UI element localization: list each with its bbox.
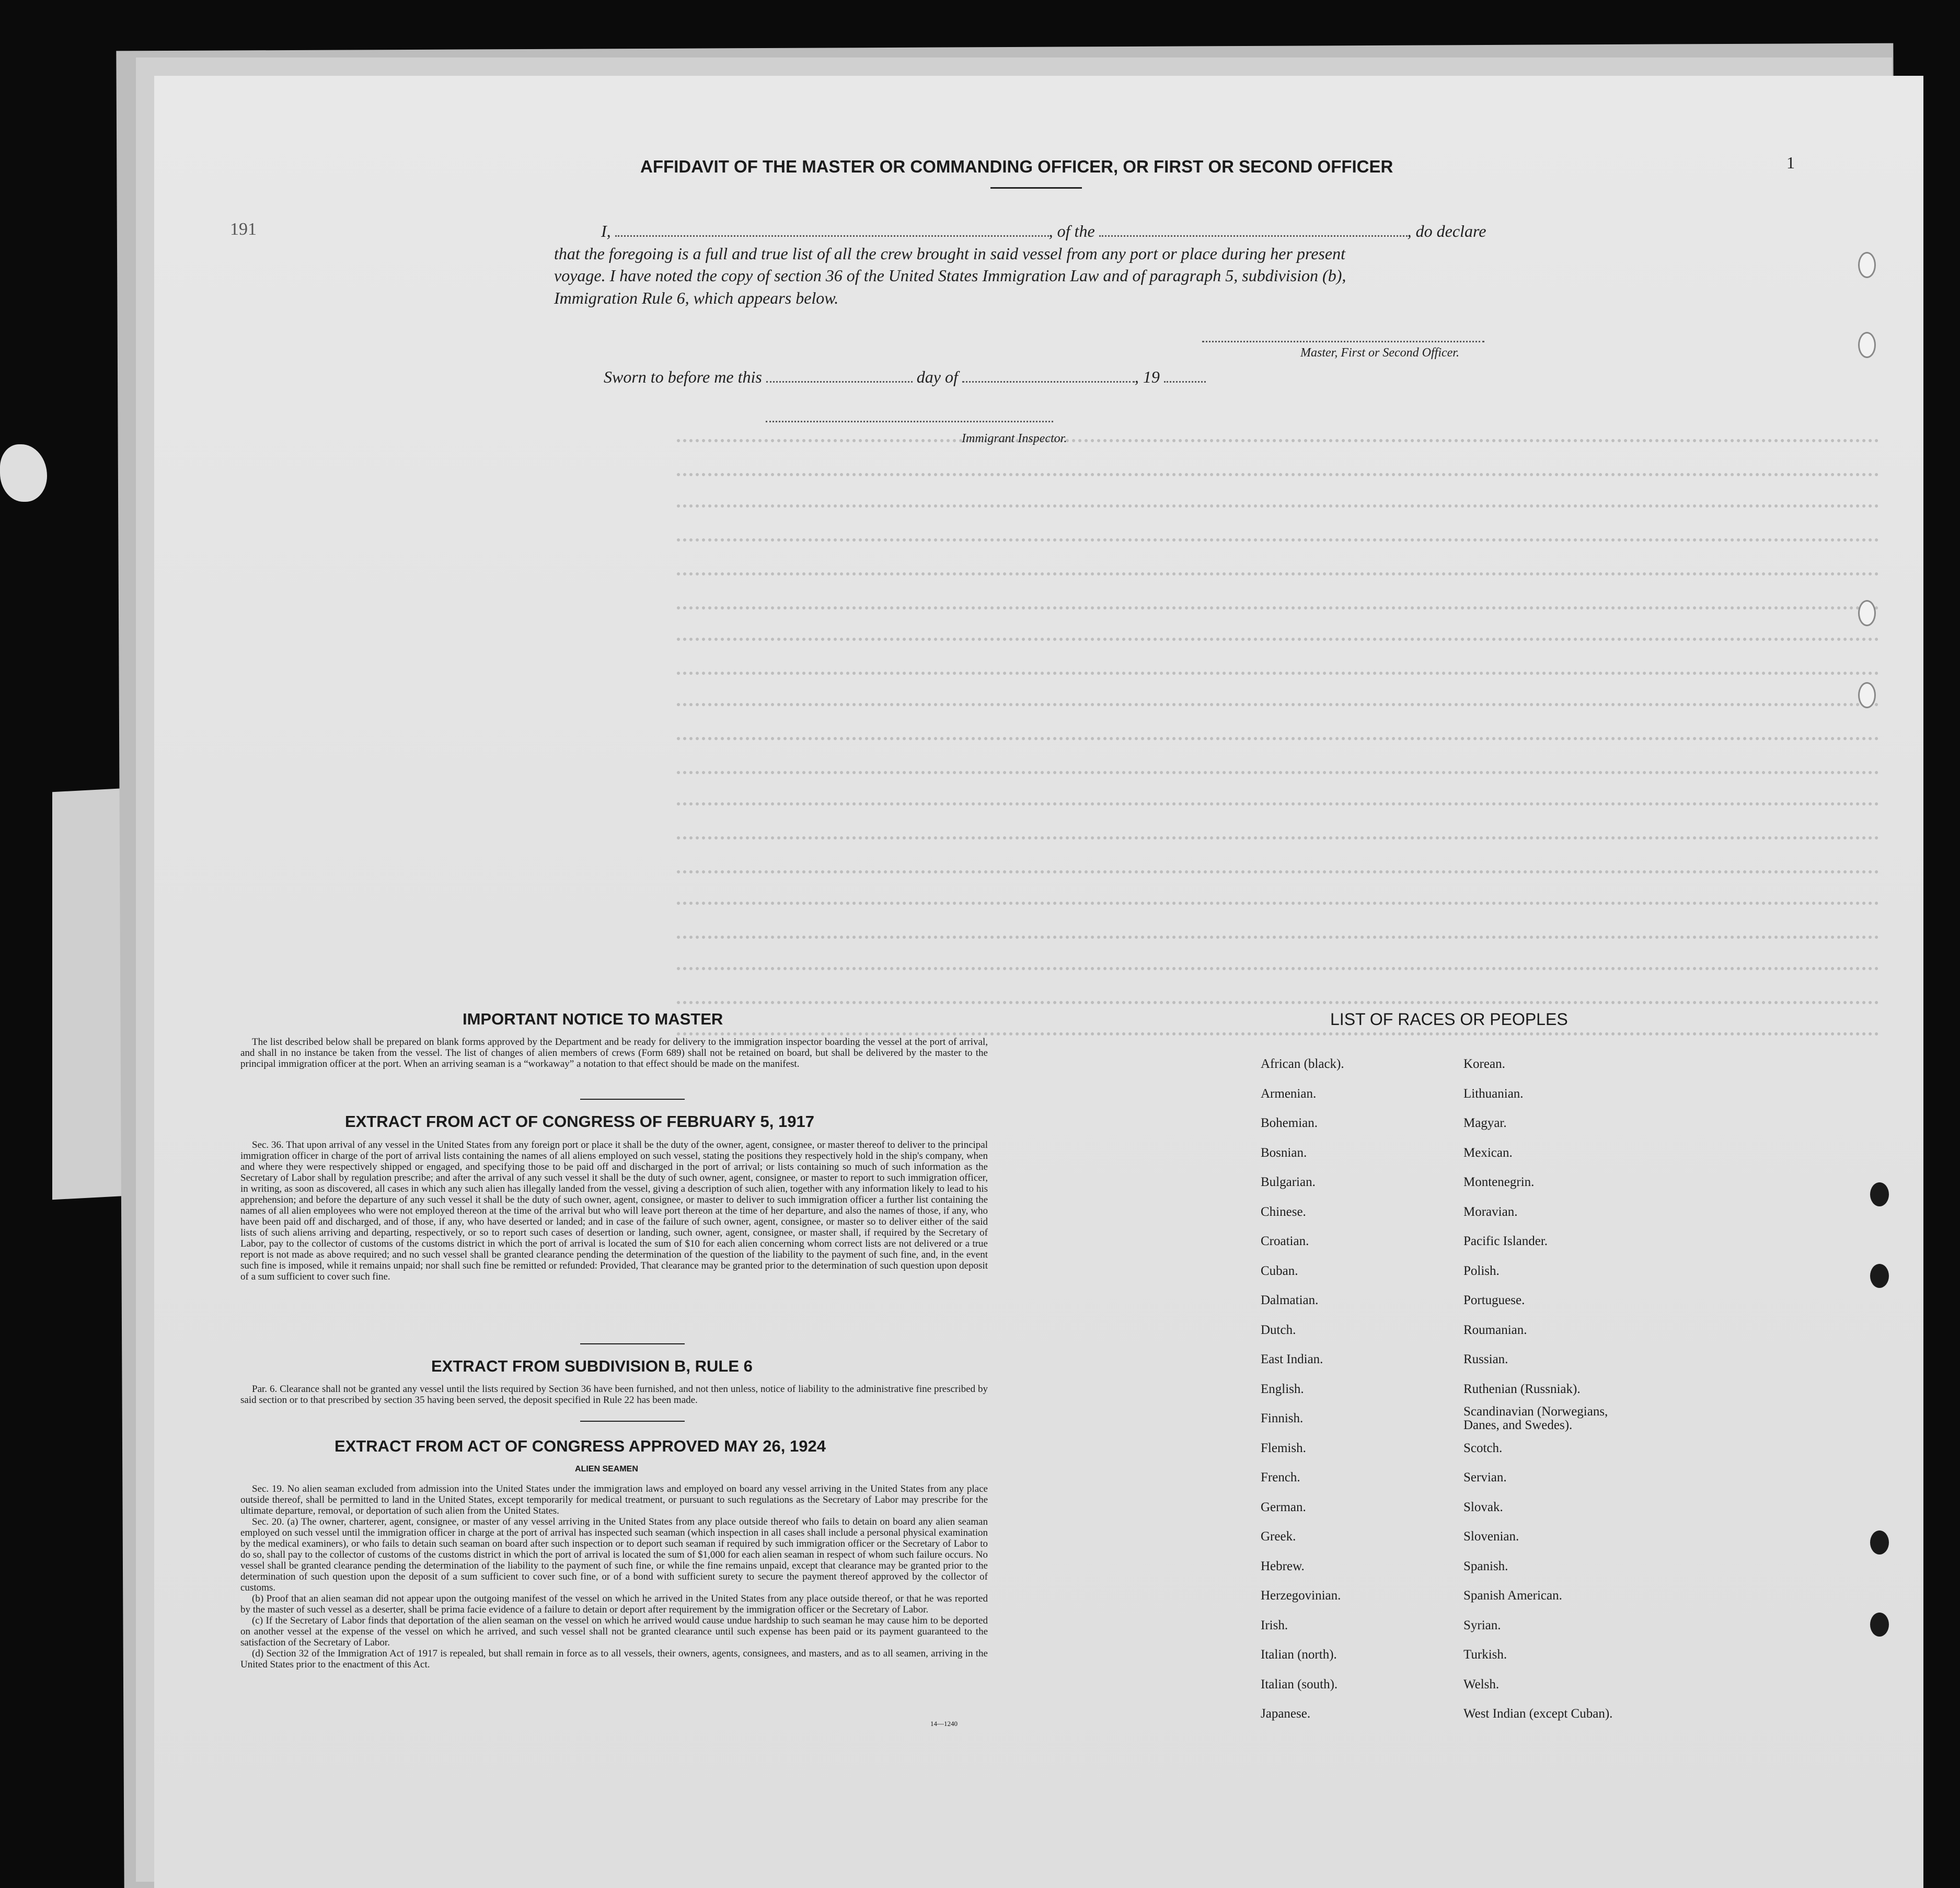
affidavit-title: AFFIDAVIT OF THE MASTER OR COMMANDING OFFICER, OR FIRST OR SECOND OFFICER	[640, 157, 1393, 176]
race-item: Herzegovinian.	[1261, 1588, 1341, 1603]
race-item: Bosnian.	[1261, 1146, 1307, 1160]
race-item: East Indian.	[1261, 1352, 1323, 1366]
race-item: Ruthenian (Russniak).	[1463, 1382, 1581, 1396]
race-item: Flemish.	[1261, 1441, 1306, 1455]
race-item: Montenegrin.	[1463, 1175, 1535, 1189]
page-number: 1	[1786, 153, 1795, 172]
race-item: Italian (north).	[1261, 1648, 1337, 1662]
sec20a-paragraph: Sec. 20. (a) The owner, charterer, agent, consignee, or master of any vessel arriving in the United States from any place outside thereof who fails to detain on board any alien seaman employed on such vessel until the immigration officer in charge at the port of arrival has inspected such seaman (which inspection in all cases shall include a personal physical examination by the medical examiners), or who fails to detain such seaman on board after such inspection or to deport such seaman if required by such immigration officer or the Secretary of Labor to do so, shall pay to the collector of customs of the customs district in which the port of arrival is located the sum of $1,000 for each alien seaman in respect of whom such failure occurs. No vessel shall be granted clearance pending the determination of the liability to the payment of such fine, or while the fine remains unpaid, except that clearance may be granted prior to the determination of such question upon the deposit of a sum sufficient to cover such fine, or of a bond with sufficient surety to secure the payment thereof approved by the collector of customs.	[240, 1516, 988, 1593]
race-item: Dutch.	[1261, 1323, 1296, 1337]
race-item: Hebrew.	[1261, 1559, 1305, 1573]
binder-hole	[1870, 1613, 1889, 1637]
inspector-signature-blank[interactable]	[766, 421, 1053, 422]
sec20b-paragraph: (b) Proof that an alien seaman did not appear upon the outgoing manifest of the vessel on which he arrived in the United States from any place outside thereof, or that he was reported by the master of such vessel as a deserter, shall be prima facie evidence of a failure to detain or deport after requirement by the immigration officer or the Secretary of Labor.	[240, 1593, 988, 1615]
month-blank[interactable]	[962, 377, 1135, 383]
race-item: Portuguese.	[1463, 1293, 1525, 1307]
race-item: African (black).	[1261, 1057, 1344, 1071]
year-prefix: , 19	[1134, 367, 1160, 386]
notice-rule	[580, 1099, 685, 1100]
race-item: Mexican.	[1463, 1146, 1513, 1160]
race-item: West Indian (except Cuban).	[1463, 1707, 1613, 1721]
race-item: Slovenian.	[1463, 1529, 1519, 1544]
binder-hole	[1870, 1530, 1889, 1555]
race-item: Irish.	[1261, 1618, 1288, 1632]
race-item: Bohemian.	[1261, 1116, 1318, 1130]
race-item: Bulgarian.	[1261, 1175, 1316, 1189]
notice-title: IMPORTANT NOTICE TO MASTER	[463, 1010, 723, 1028]
day-blank[interactable]	[766, 377, 913, 383]
i-label: I,	[601, 222, 611, 240]
races-title: LIST OF RACES OR PEOPLES	[1330, 1010, 1568, 1029]
race-item: Finnish.	[1261, 1411, 1304, 1425]
race-item: Turkish.	[1463, 1648, 1507, 1662]
binder-hole	[1858, 252, 1876, 278]
master-signature-blank[interactable]	[1202, 341, 1484, 342]
name-blank[interactable]	[615, 231, 1049, 237]
sec19-paragraph: Sec. 19. No alien seaman excluded from admission into the United States under the immigration laws and employed on board any vessel arriving in the United States from any place outside thereof, shall be permitted to land in the United States, except temporarily for medical treatment, or pursuant to such regulations as the Secretary of Labor may prescribe for the ultimate departure, removal, or deportation of such alien from the United States.	[240, 1483, 988, 1516]
day-of-label: day of	[916, 367, 958, 386]
declaration-line	[601, 222, 1486, 241]
race-item: French.	[1261, 1470, 1300, 1484]
race-item: Korean.	[1463, 1057, 1505, 1071]
title-rule	[990, 187, 1082, 189]
race-item: Servian.	[1463, 1470, 1507, 1484]
extract-1924-text	[240, 1483, 988, 1670]
sworn-line	[604, 367, 1206, 387]
extract-1924-title: EXTRACT FROM ACT OF CONGRESS APPROVED MAY 26, 1924	[335, 1437, 826, 1455]
race-item: Italian (south).	[1261, 1677, 1338, 1691]
binder-hole	[1870, 1182, 1889, 1206]
race-item: Slovak.	[1463, 1500, 1503, 1514]
binder-hole	[1870, 1264, 1889, 1288]
vessel-blank[interactable]	[1099, 231, 1408, 237]
sworn-label: Sworn to before me this	[604, 367, 762, 386]
form-number: 14—1240	[930, 1720, 958, 1728]
extract-1917-text: Sec. 36. That upon arrival of any vessel in the United States from any foreign port or place it shall be the duty of the owner, agent, consignee, or master thereof to deliver to the principal immigration officer in charge of the port of arrival lists containing the names of all aliens employed on such vessel, stating the positions they respectively hold in the ship's company, when and where they were respectively shipped or engaged, and specifying those to be paid off and discharged in the port of arrival; or lists containing so much of such information as the Secretary of Labor shall by regulation prescribe; and after the arrival of any such vessel it shall be the duty of such owner, agent, consignee, or master to report to such immigration officer, in writing, as soon as discovered, all cases in which any such alien has illegally landed from the vessel, giving a description of such alien, together with any information likely to lead to his apprehension; and before the departure of any such vessel it shall be the duty of such owner, agent, consignee, or master to deliver to such immigration officer a further list containing the names of all alien employees who were not employed thereon at the time of the arrival but who will leave port thereon at the time of her departure, and also the names of those, if any, who have been paid off and discharged, and of those, if any, who have deserted or landed; and in case of the failure of such owner, agent, consignee, or master so to deliver either of the said lists of such aliens arriving and departing, respectively, or so to report such cases of desertion or landing, such owner, agent, consignee, or master shall, if required by the Secretary of Labor, pay to the collector of customs of the customs district in which the port of arrival is located the sum of $10 for each alien concerning whom correct lists are not delivered or a true report is not made as above required; and no such vessel shall be granted clearance pending the determination of the question of the liability to the payment of such fine, and, in the event such fine is imposed, while it remains unpaid; nor shall such fine be remitted or refunded: Provided, That clearance may be granted prior to the determination of such question upon deposit of a sum sufficient to cover such fine.	[240, 1139, 988, 1282]
race-item: Armenian.	[1261, 1087, 1317, 1101]
rule6-title: EXTRACT FROM SUBDIVISION B, RULE 6	[431, 1357, 753, 1375]
race-item: Chinese.	[1261, 1205, 1306, 1219]
sec20d-paragraph: (d) Section 32 of the Immigration Act of 1917 is repealed, but shall remain in force as to all vessels, their owners, agents, consignees, and masters, and as to all seamen, arriving in the United States prior to the enactment of this Act.	[240, 1648, 988, 1670]
race-item: Welsh.	[1463, 1677, 1500, 1691]
rule6-text: Par. 6. Clearance shall not be granted any vessel until the lists required by Section 36 have been furnished, and not then unless, notice of liability to the administrative fine prescribed by said section or to that prescribed by section 35 having been served, the deposit specified in Rule 22 has been made.	[240, 1384, 988, 1406]
binder-hole	[1858, 682, 1876, 708]
race-item: Dalmatian.	[1261, 1293, 1319, 1307]
race-item: Cuban.	[1261, 1264, 1298, 1278]
race-item: Roumanian.	[1463, 1323, 1527, 1337]
race-item: Spanish American.	[1463, 1588, 1562, 1603]
race-item: Greek.	[1261, 1529, 1296, 1544]
race-item: English.	[1261, 1382, 1304, 1396]
race-item: Moravian.	[1463, 1205, 1518, 1219]
extract-1917-rule	[580, 1343, 685, 1344]
inspector-label: Immigrant Inspector.	[962, 432, 1067, 445]
race-item: Russian.	[1463, 1352, 1508, 1366]
statement-line-1: that the foregoing is a full and true list of all the crew brought in said vessel from any port or place during her present	[554, 244, 1345, 263]
race-item: Spanish.	[1463, 1559, 1508, 1573]
race-item: Croatian.	[1261, 1234, 1309, 1248]
master-label: Master, First or Second Officer.	[1300, 346, 1459, 360]
race-item: Pacific Islander.	[1463, 1234, 1548, 1248]
sec20c-paragraph: (c) If the Secretary of Labor finds that deportation of the alien seaman on the vessel on which he arrived would cause undue hardship to such seaman he may cause him to be deported on another vessel at the expense of the vessel on which he arrived, and such vessel shall not be granted clearance until such expense has been paid or its payment guaranteed to the satisfaction of the Secretary of Labor.	[240, 1615, 988, 1648]
race-item: Japanese.	[1261, 1707, 1311, 1721]
extract-1917-title: EXTRACT FROM ACT OF CONGRESS OF FEBRUARY 5, 1917	[345, 1112, 814, 1131]
race-item: Scotch.	[1463, 1441, 1503, 1455]
paper-fragment	[0, 444, 47, 502]
race-item: Lithuanian.	[1463, 1087, 1524, 1101]
margin-mark: 191	[230, 220, 257, 239]
of-the-label: , of the	[1048, 222, 1095, 240]
race-item: German.	[1261, 1500, 1306, 1514]
statement-line-3: Immigration Rule 6, which appears below.	[554, 289, 839, 307]
race-item: Magyar.	[1463, 1116, 1507, 1130]
alien-seamen-subtitle: ALIEN SEAMEN	[575, 1465, 638, 1473]
year-blank[interactable]	[1164, 377, 1206, 383]
binder-hole	[1858, 600, 1876, 626]
binder-hole	[1858, 332, 1876, 358]
notice-text: The list described below shall be prepared on blank forms approved by the Department and be ready for delivery to the immigration inspector boarding the vessel at the port of arrival, and shall in no instance be taken from the vessel. The list of changes of alien members of crews (Form 689) shall not be retained on board, but shall be delivered by the master to the principal immigration officer at the port. When an arriving seaman is a “workaway” a notation to that effect should be made on the manifest.	[240, 1037, 988, 1069]
race-item: Polish.	[1463, 1264, 1500, 1278]
race-item: Syrian.	[1463, 1618, 1501, 1632]
statement-line-2: voyage. I have noted the copy of section 36 of the United States Immigration Law and of paragraph 5, subdivision (b),	[554, 266, 1346, 285]
rule6-rule	[580, 1421, 685, 1422]
race-item: Scandinavian (Norwegians, Danes, and Swedes).	[1463, 1405, 1608, 1432]
do-declare-label: , do declare	[1407, 222, 1486, 240]
